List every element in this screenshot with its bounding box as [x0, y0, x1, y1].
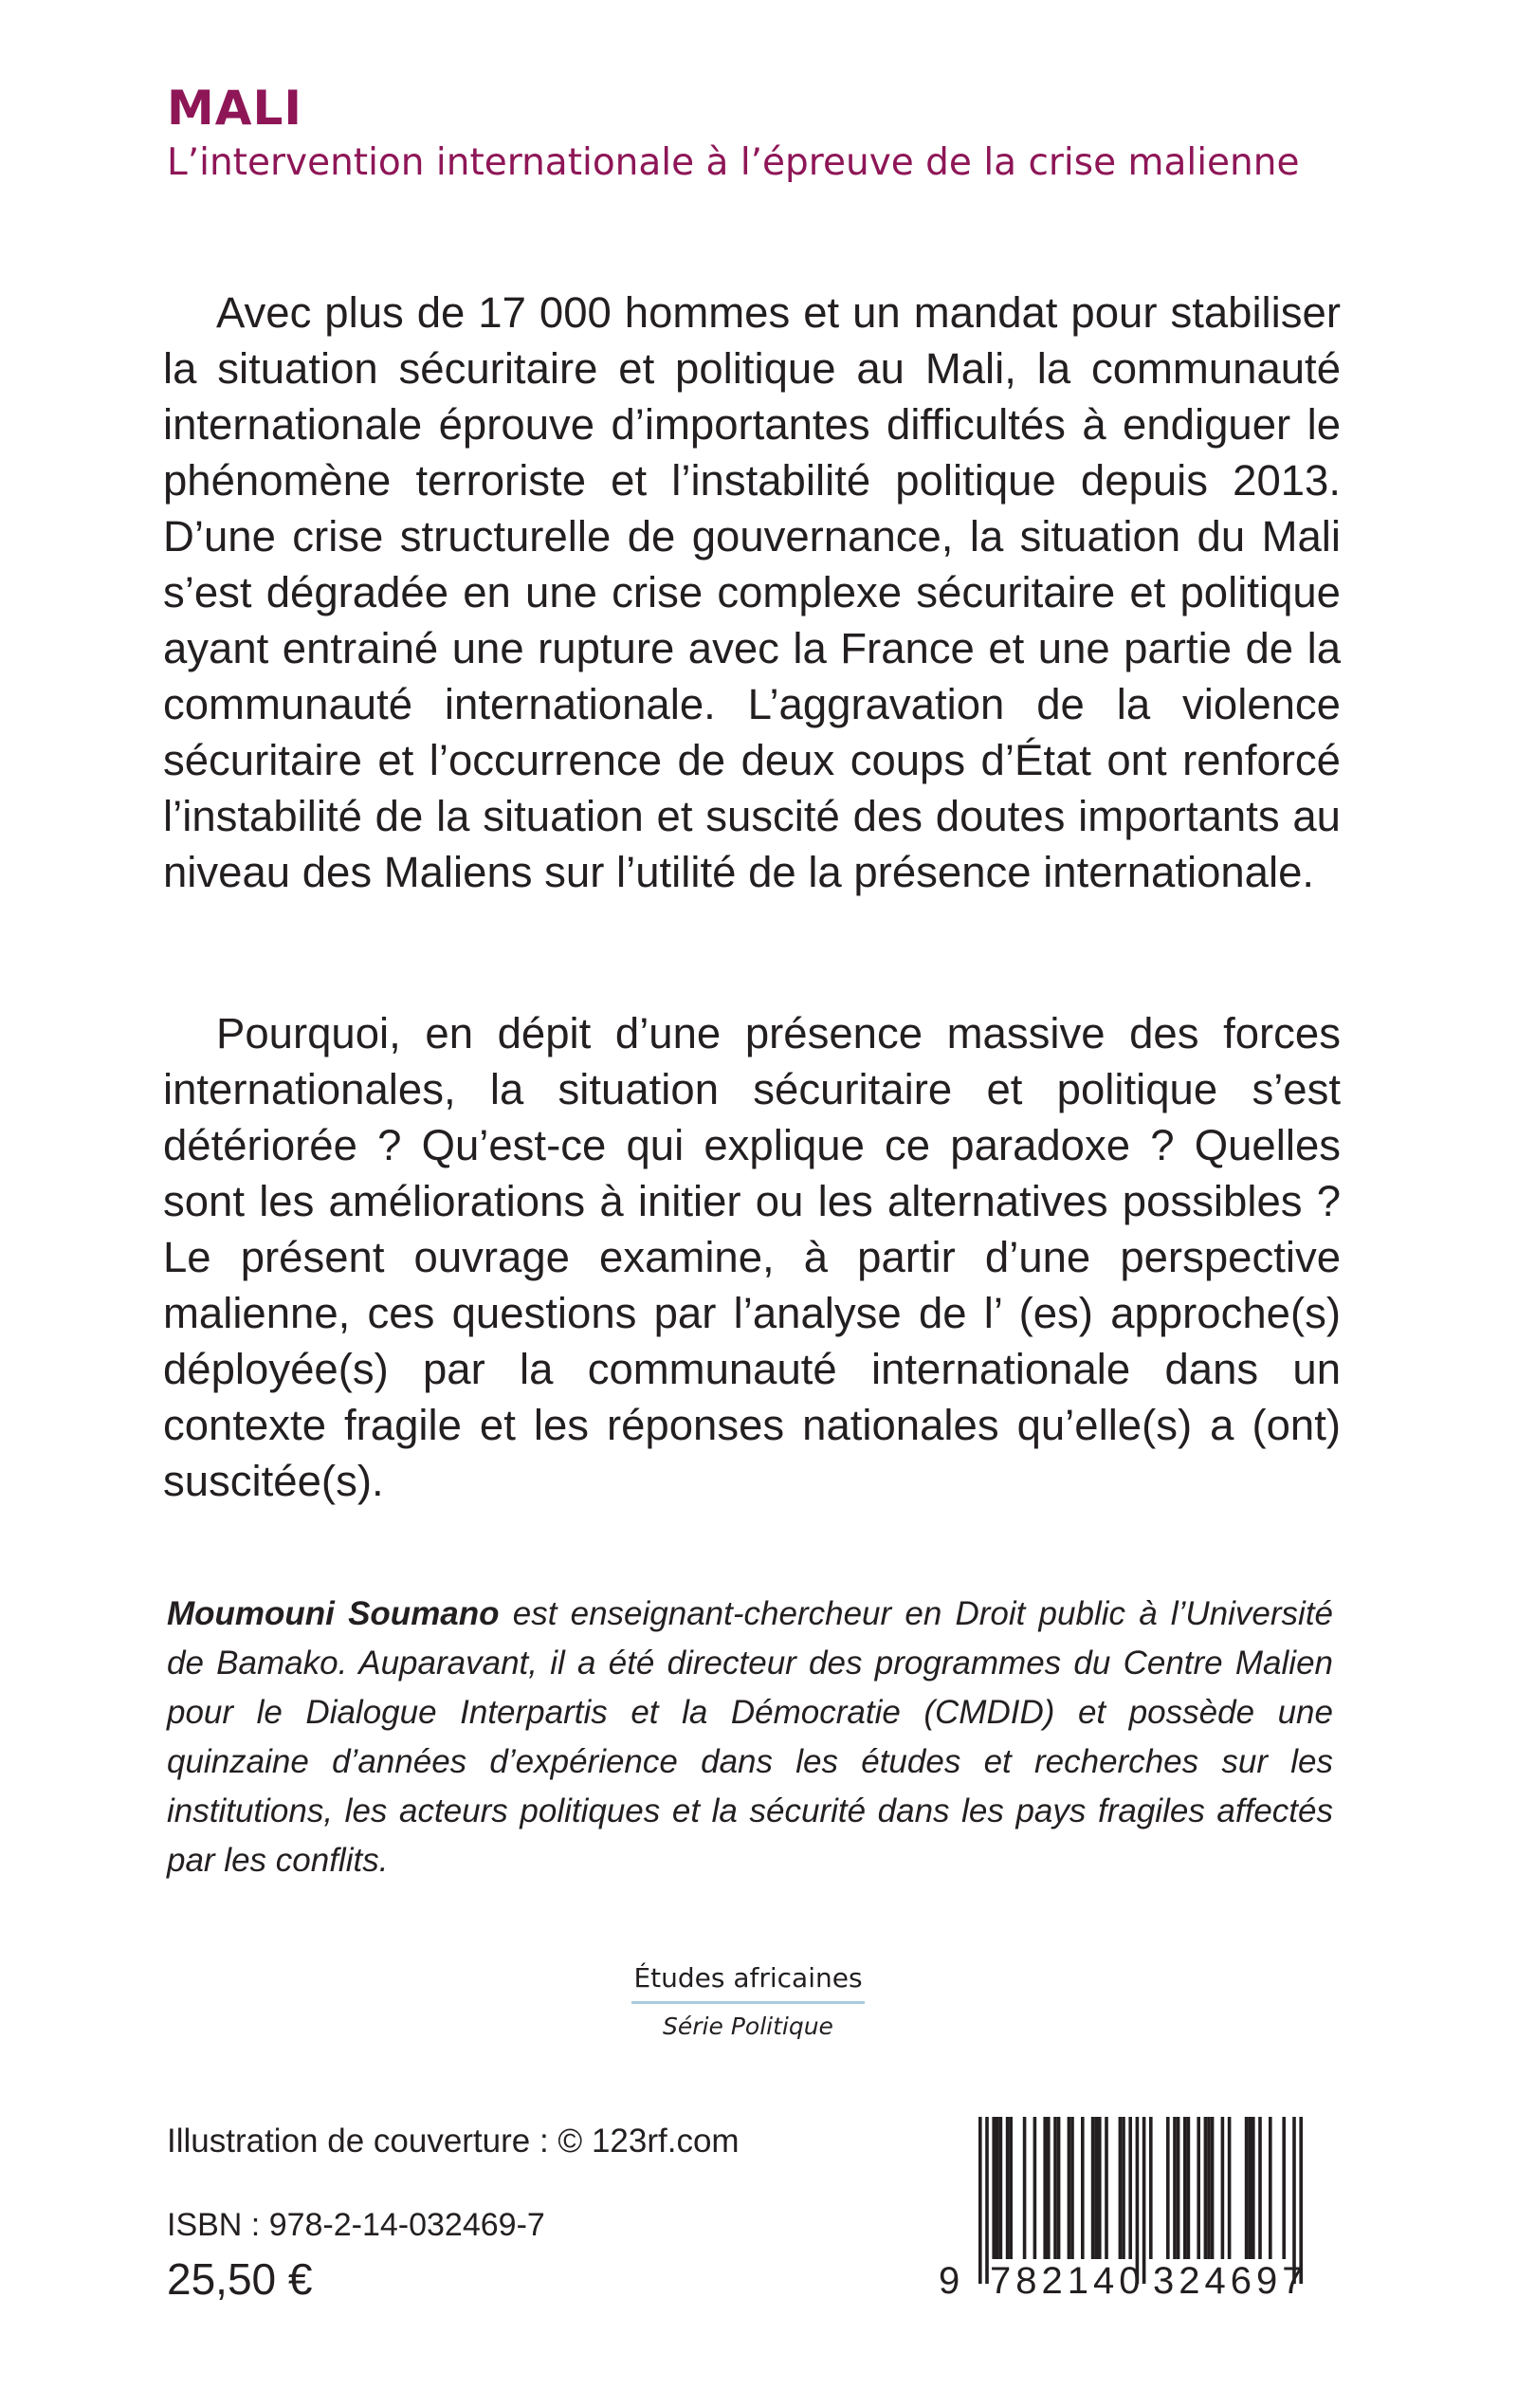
barcode-right-digits: 324697 [1153, 2260, 1308, 2302]
barcode-bar [1057, 2117, 1061, 2259]
barcode-bar [1166, 2117, 1170, 2259]
book-subtitle: L’intervention internationale à l’épreuve de la crise malienne [167, 141, 1300, 184]
collection-series: Série Politique [663, 2013, 833, 2040]
barcode-bar [1081, 2117, 1085, 2259]
author-bio-text: est enseignant-chercheur en Droit public à l’Université de Bamako. Auparavant, il a été directeur des programmes du Centre Malien pour le Dialogue Interpartis et la Démocratie (CMDID) et possède une quinzaine d’années d’expérience dans les études et recherches sur les institutions, les acteurs politiques et la sécurité dans les pays fragiles affectés par les conflits. [167, 1595, 1334, 1879]
barcode-left-digits: 782140 [990, 2260, 1145, 2302]
barcode-bar [1258, 2117, 1262, 2259]
barcode-bar [1023, 2117, 1027, 2259]
barcode-bar [1269, 2117, 1272, 2259]
barcode-bar [1228, 2117, 1232, 2259]
collection-divider [631, 2001, 865, 2004]
barcode-bar [1122, 2117, 1125, 2259]
isbn-number: ISBN : 978-2-14-032469-7 [167, 2207, 545, 2243]
summary-paragraph-2: Pourquoi, en dépit d’une présence massive des forces internationales, la situation sécuritaire et politique s’est détériorée ? Qu’est-ce qui explique ce paradoxe ? Quelles sont les améliorations à initier ou les alternatives possibles ? Le présent ouvrage examine, à partir d’une perspective malienne, ces questions par l’analyse de l’ (es) approche(s) déployée(s) par la communauté internationale dans un contexte fragile et les réponses nationales qu’elle(s) a (ont) suscitée(s). [163, 1009, 1341, 1505]
book-price: 25,50 € [167, 2254, 313, 2304]
barcode-bar [996, 2117, 999, 2259]
barcode-bar [1183, 2117, 1187, 2259]
barcode-bar [999, 2117, 1003, 2259]
cover-credit: Illustration de couverture : © 123rf.com [167, 2123, 740, 2160]
collection-name: Études africaines [633, 1962, 863, 1994]
barcode-bar [1248, 2117, 1252, 2259]
barcode-bar [1009, 2117, 1013, 2259]
barcode-bar [1197, 2117, 1200, 2259]
barcode-bar [1221, 2117, 1225, 2259]
author-bio [167, 1590, 1333, 1885]
barcode-bar [1207, 2117, 1211, 2259]
barcode-bar [1033, 2117, 1037, 2259]
barcode-bar [1047, 2117, 1051, 2259]
barcode-bar [1068, 2117, 1071, 2259]
barcode-bar [1128, 2117, 1132, 2259]
barcode-bar [1043, 2117, 1047, 2259]
barcode-bar [1006, 2117, 1010, 2259]
barcode-bar [1187, 2117, 1191, 2259]
barcode-bar [1245, 2117, 1249, 2259]
barcode-bar [1282, 2117, 1286, 2259]
barcode-bar [1173, 2117, 1177, 2259]
barcode-bar [1211, 2117, 1215, 2259]
author-name: Moumouni Soumano [167, 1595, 500, 1632]
barcode-digits [939, 2254, 1329, 2307]
barcode-bar [992, 2117, 996, 2259]
barcode-bar [1070, 2117, 1074, 2259]
barcode-bar [1094, 2117, 1098, 2259]
barcode-bar [1252, 2117, 1255, 2259]
barcode-bar [1053, 2117, 1057, 2259]
barcode-bar [1149, 2117, 1153, 2259]
barcode-bar [1204, 2117, 1208, 2259]
summary-paragraph-1: Avec plus de 17 000 hommes et un mandat pour stabiliser la situation sécuritaire et politique au Mali, la communauté internationale éprouve d’importantes difficultés à endiguer le phénomène terroriste et l’instabilité politique depuis 2013. D’une crise structurelle de gouvernance, la situation du Mali s’est dégradée en une crise complexe sécuritaire et politique ayant entrainé une rupture avec la France et une partie de la communauté internationale. L’aggravation de la violence sécuritaire et l’occurrence de deux coups d’État ont renforcé l’instabilité de la situation et suscité des doutes importants au niveau des Maliens sur l’utilité de la présence internationale. [163, 288, 1341, 896]
book-title: MALI [167, 81, 302, 136]
barcode-bar [1177, 2117, 1180, 2259]
barcode-bar [1098, 2117, 1102, 2259]
barcode-bar [1119, 2117, 1123, 2259]
barcode-first-digit: 9 [939, 2260, 960, 2302]
barcode-bar [1105, 2117, 1108, 2259]
collection-logo [631, 1959, 865, 2042]
barcode-bar [1091, 2117, 1095, 2259]
